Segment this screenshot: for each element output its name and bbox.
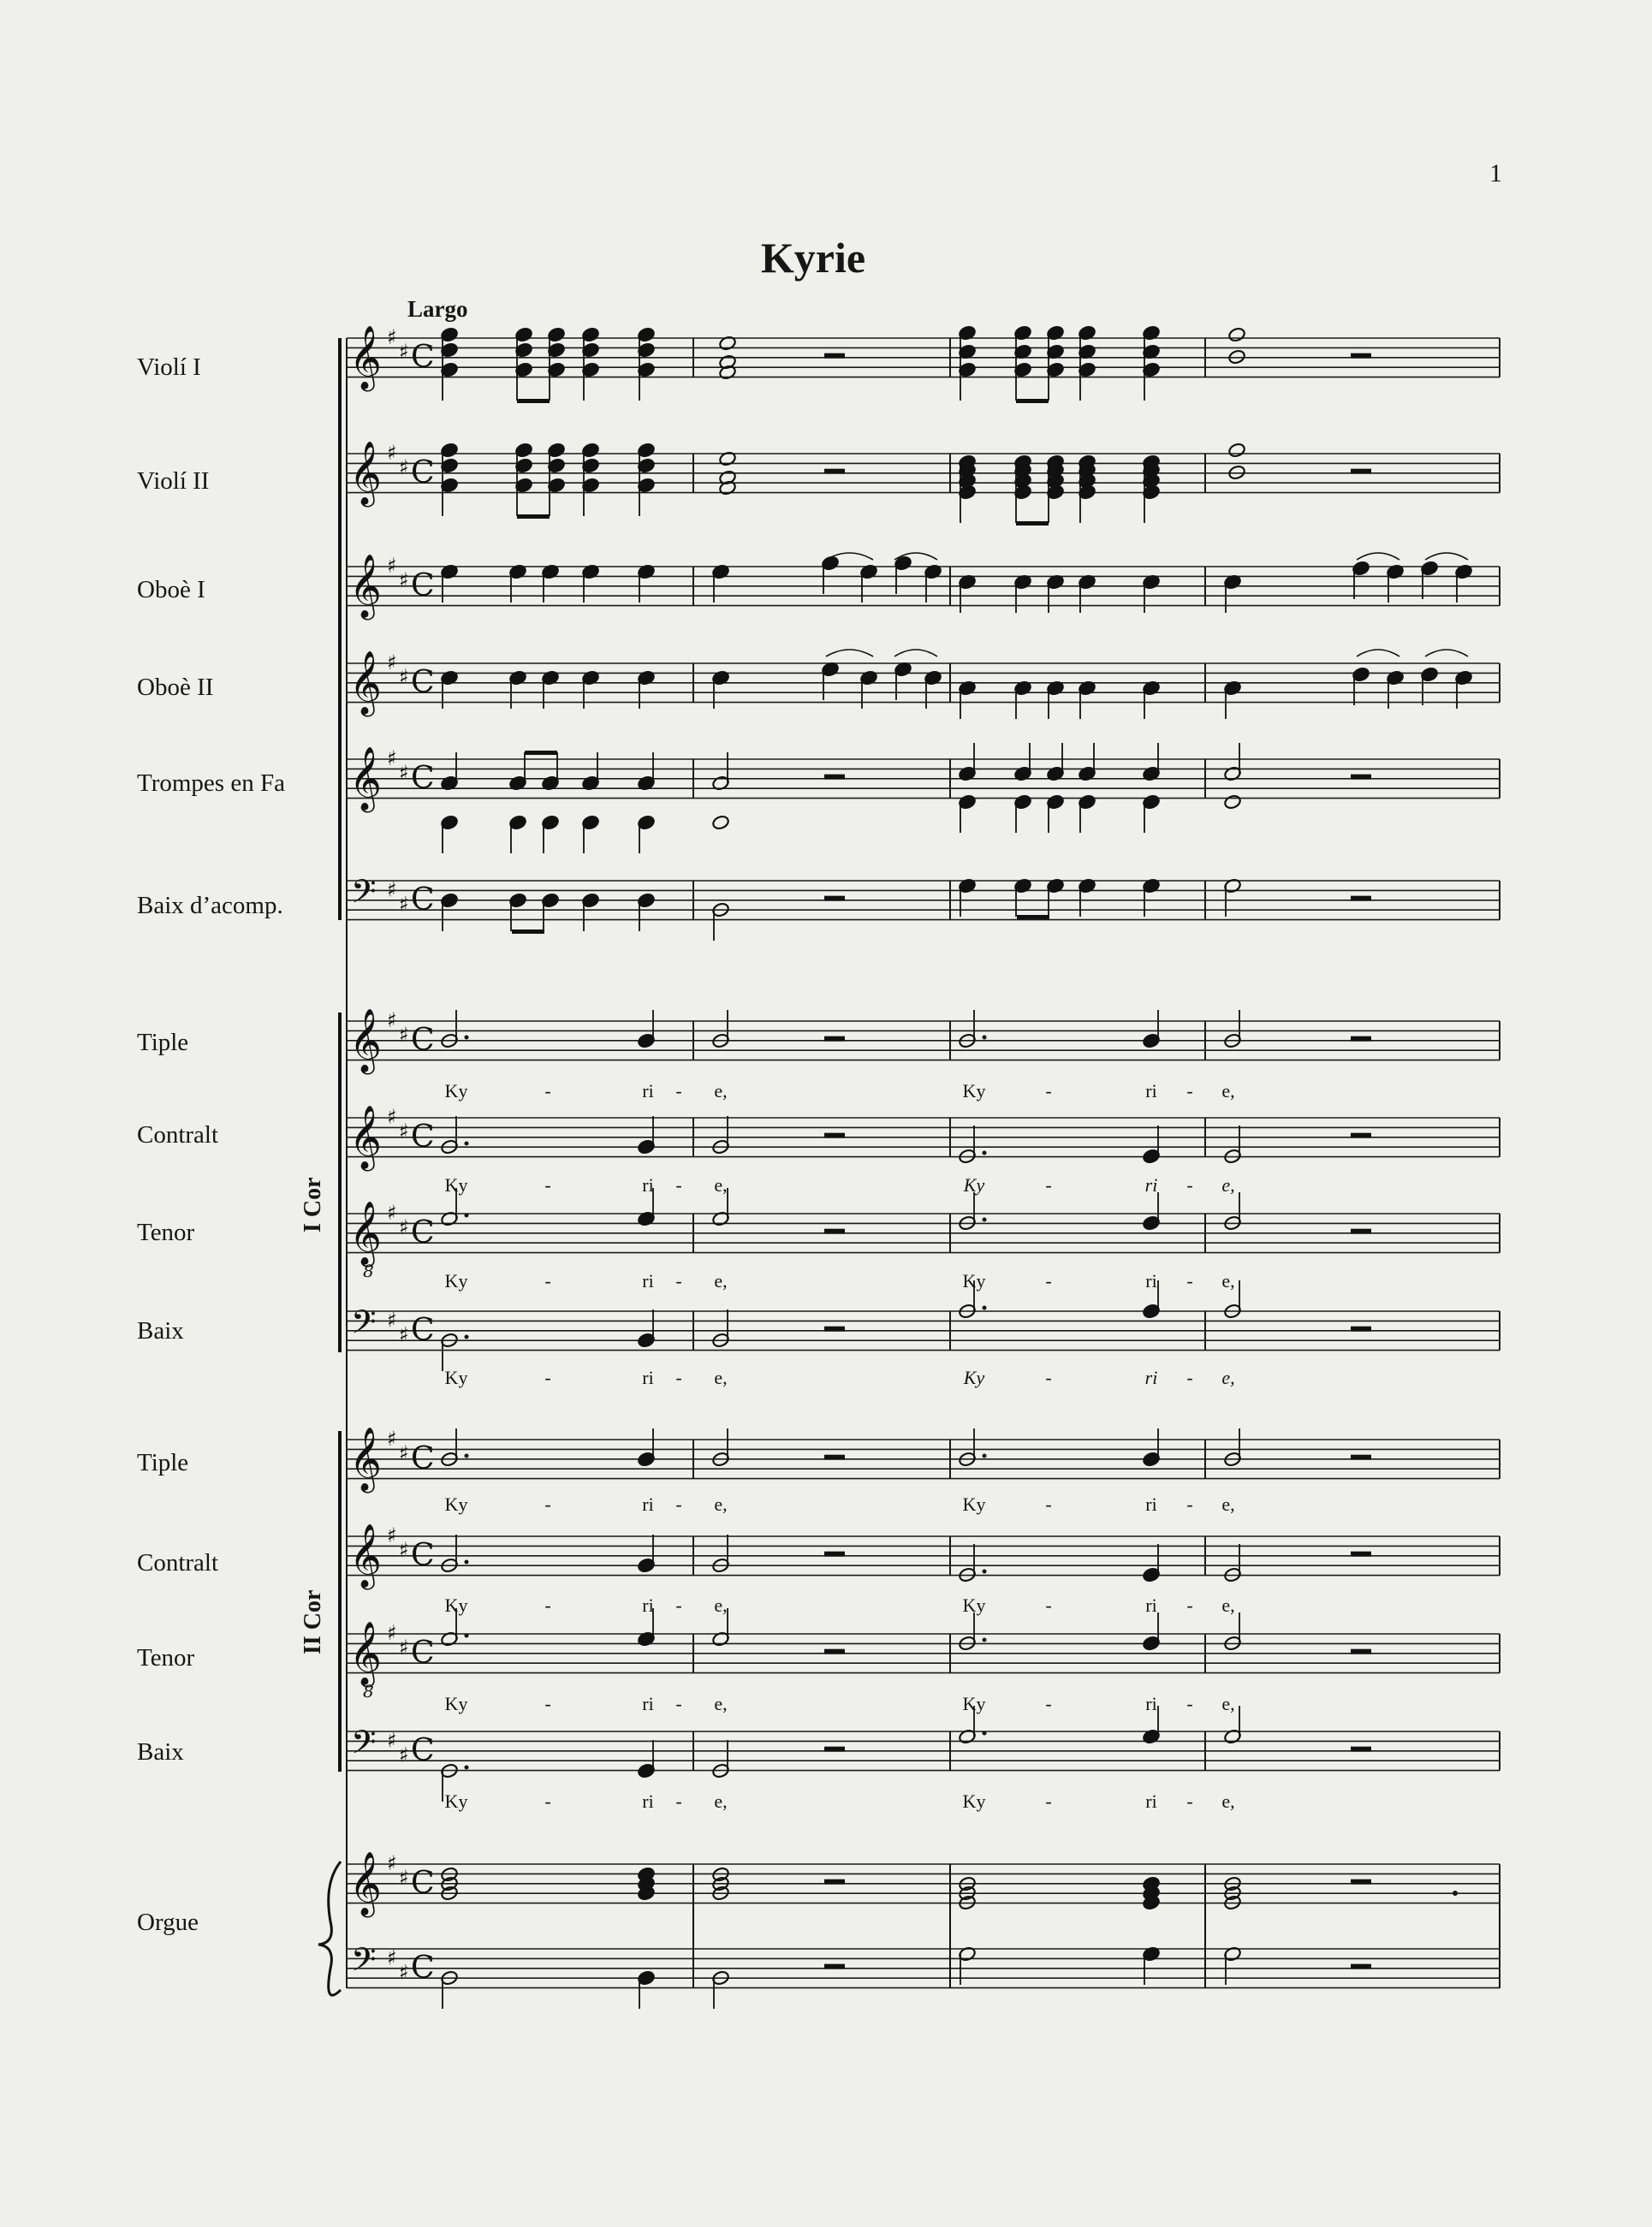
- staff-label-c1-tiple: Tiple: [137, 1029, 189, 1056]
- c1-contralt-lyric-syllable: ri: [1144, 1174, 1158, 1196]
- oboe-1-time-signature: C: [411, 567, 435, 603]
- orgue-lh-key-sharp: ♯: [387, 1945, 397, 1970]
- c1-tiple-lyric-syllable: ri: [1145, 1080, 1157, 1102]
- baix-acomp-half-rest: [1351, 896, 1371, 901]
- trompes-key-sharp: ♯: [387, 746, 397, 770]
- violi-2-half-rest: [1351, 469, 1371, 474]
- oboe-1-slur: [1357, 553, 1399, 560]
- c1-tenor-lyric-syllable: Ky: [962, 1270, 986, 1292]
- c1-baix-lyric-syllable: -: [675, 1367, 682, 1388]
- c2-tenor-dot: [983, 1638, 987, 1642]
- c1-tiple-lyric-syllable: e,: [1221, 1080, 1235, 1102]
- oboe-2-treble-clef: 𝄞: [349, 651, 382, 715]
- c1-baix-half-rest: [1351, 1327, 1371, 1332]
- staff-label-c1-contralt: Contralt: [137, 1121, 219, 1149]
- c1-tenor-treble-clef: 𝄞: [349, 1202, 382, 1265]
- trompes-half-rest: [1351, 775, 1371, 780]
- violi-1-notehead: [1227, 327, 1246, 343]
- c2-baix-lyric-syllable: Ky: [962, 1791, 986, 1812]
- c1-tiple-half-rest: [824, 1036, 845, 1042]
- c2-tenor-lyric-syllable: Ky: [962, 1693, 986, 1714]
- orgue-rh-dot: [1453, 1891, 1458, 1896]
- c1-tenor-key-sharp: ♯: [387, 1201, 397, 1225]
- c1-baix-key-sharp: ♯: [399, 1322, 409, 1347]
- c1-contralt-lyric-syllable: -: [1045, 1174, 1052, 1196]
- c2-tenor-half-rest: [1351, 1649, 1371, 1654]
- staff-label-c1-tenor: Tenor: [137, 1219, 195, 1246]
- oboe-1-key-sharp: ♯: [387, 554, 397, 578]
- c1-tiple-dot: [983, 1036, 987, 1040]
- c1-contralt-lyric-syllable: -: [544, 1174, 551, 1196]
- c2-contralt-lyric-syllable: e,: [714, 1595, 728, 1616]
- c1-tiple-key-sharp: ♯: [399, 1023, 409, 1048]
- c1-contralt-lyric-syllable: Ky: [963, 1174, 985, 1196]
- c1-tenor-lyric-syllable: Ky: [444, 1270, 468, 1292]
- violi-2-beam: [1016, 521, 1049, 526]
- c2-contralt-lyric-syllable: ri: [642, 1595, 654, 1616]
- baix-acomp-bass-clef: 𝄢: [351, 872, 377, 918]
- choir-label-2: II Cor: [300, 1589, 326, 1654]
- c1-tenor-lyric-syllable: ri: [642, 1270, 654, 1292]
- c1-contralt-lyric-syllable: -: [1186, 1174, 1193, 1196]
- trompes-key-sharp: ♯: [399, 761, 409, 786]
- c2-tenor-dot: [465, 1634, 469, 1638]
- movement-title: Kyrie: [760, 234, 866, 282]
- baix-acomp-beam: [512, 929, 544, 934]
- orgue-rh-half-rest: [824, 1880, 845, 1885]
- c2-contralt-dot: [465, 1560, 469, 1565]
- violi-1-key-sharp: ♯: [387, 325, 397, 349]
- orgue-rh-treble-clef: 𝄞: [349, 1852, 382, 1915]
- staff-label-oboe-1: Oboè I: [137, 576, 205, 603]
- c1-baix-time-signature: C: [411, 1312, 435, 1348]
- c1-baix-lyric-syllable: e,: [714, 1367, 728, 1388]
- c2-tenor-key-sharp: ♯: [387, 1621, 397, 1645]
- c1-tenor-lyric-syllable: e,: [1221, 1270, 1235, 1292]
- staff-label-orgue: Orgue: [137, 1909, 199, 1936]
- c2-contralt-lyric-syllable: Ky: [962, 1595, 986, 1616]
- staff-label-c2-contralt: Contralt: [137, 1549, 219, 1577]
- c1-tenor-octave-mark: 8: [363, 1261, 374, 1281]
- c2-tiple-lyric-syllable: Ky: [962, 1494, 986, 1515]
- c1-tenor-lyric-syllable: -: [675, 1270, 682, 1292]
- organ-brace: [318, 1862, 341, 1995]
- orgue-lh-half-rest: [824, 1964, 845, 1969]
- c2-tiple-lyric-syllable: -: [675, 1494, 682, 1515]
- c2-baix-lyric-syllable: Ky: [444, 1791, 468, 1812]
- staff-label-trompes: Trompes en Fa: [137, 769, 285, 797]
- violi-1-beam: [1016, 399, 1049, 403]
- c1-tiple-lyric-syllable: Ky: [444, 1080, 468, 1102]
- c2-contralt-lyric-syllable: Ky: [444, 1595, 468, 1616]
- staff-label-baix-acomp: Baix d’acomp.: [137, 892, 283, 919]
- c2-baix-lyric-syllable: -: [1045, 1791, 1052, 1812]
- c2-tiple-lyric-syllable: -: [1045, 1494, 1052, 1515]
- c1-baix-key-sharp: ♯: [387, 1308, 397, 1333]
- c1-tenor-lyric-syllable: e,: [714, 1270, 728, 1292]
- c1-tenor-lyric-syllable: ri: [1145, 1270, 1157, 1292]
- c2-baix-lyric-syllable: e,: [714, 1791, 728, 1812]
- tempo-marking: Largo: [407, 296, 468, 322]
- baix-acomp-half-rest: [824, 896, 845, 901]
- c2-baix-lyric-syllable: -: [544, 1791, 551, 1812]
- choir-label-1: I Cor: [300, 1177, 326, 1232]
- staff-label-c1-baix: Baix: [137, 1317, 184, 1345]
- c2-tiple-lyric-syllable: e,: [1221, 1494, 1235, 1515]
- c2-baix-time-signature: C: [411, 1732, 435, 1768]
- c1-contralt-half-rest: [1351, 1133, 1371, 1138]
- staff-label-c2-tenor: Tenor: [137, 1644, 195, 1672]
- c2-baix-half-rest: [1351, 1747, 1371, 1752]
- trompes-half-rest: [824, 775, 845, 780]
- c2-contralt-half-rest: [1351, 1552, 1371, 1557]
- c2-baix-lyric-syllable: ri: [642, 1791, 654, 1812]
- c2-tiple-dot: [465, 1454, 469, 1458]
- oboe-2-key-sharp: ♯: [399, 665, 409, 690]
- c1-contralt-lyric-syllable: Ky: [444, 1174, 468, 1196]
- c1-contralt-dot: [465, 1142, 469, 1146]
- c1-tenor-dot: [465, 1214, 469, 1218]
- c1-contralt-treble-clef: 𝄞: [349, 1106, 382, 1169]
- oboe-2-key-sharp: ♯: [387, 650, 397, 674]
- c1-baix-lyric-syllable: Ky: [963, 1367, 985, 1388]
- c2-contralt-lyric-syllable: -: [1045, 1595, 1052, 1616]
- c2-tenor-lyric-syllable: ri: [1145, 1693, 1157, 1714]
- c2-tiple-lyric-syllable: -: [1186, 1494, 1193, 1515]
- violi-2-beam: [517, 514, 550, 519]
- c1-contralt-key-sharp: ♯: [387, 1105, 397, 1129]
- trompes-treble-clef: 𝄞: [349, 747, 382, 811]
- staff-label-c2-baix: Baix: [137, 1738, 184, 1766]
- orgue-rh-key-sharp: ♯: [399, 1866, 409, 1891]
- c2-contralt-dot: [983, 1570, 987, 1574]
- baix-acomp-key-sharp: ♯: [387, 877, 397, 902]
- c2-contralt-lyric-syllable: -: [1186, 1595, 1193, 1616]
- c1-tiple-dot: [465, 1036, 469, 1040]
- c2-contralt-half-rest: [824, 1552, 845, 1557]
- c1-baix-lyric-syllable: -: [1045, 1367, 1052, 1388]
- oboe-2-slur: [1357, 650, 1399, 656]
- c2-tenor-treble-clef: 𝄞: [349, 1622, 382, 1685]
- violi-2-half-rest: [824, 469, 845, 474]
- trompes-beam: [525, 751, 557, 755]
- c2-contralt-time-signature: C: [411, 1537, 435, 1573]
- c2-baix-key-sharp: ♯: [387, 1728, 397, 1753]
- c1-tenor-lyric-syllable: -: [1186, 1270, 1193, 1292]
- c1-baix-lyric-syllable: ri: [642, 1367, 654, 1388]
- c1-tiple-lyric-syllable: e,: [714, 1080, 728, 1102]
- c2-tenor-lyric-syllable: ri: [642, 1693, 654, 1714]
- c2-tenor-time-signature: C: [411, 1635, 435, 1671]
- c1-tiple-lyric-syllable: ri: [642, 1080, 654, 1102]
- c1-tiple-time-signature: C: [411, 1022, 435, 1058]
- c2-baix-lyric-syllable: -: [675, 1791, 682, 1812]
- c2-baix-key-sharp: ♯: [399, 1743, 409, 1767]
- violi-2-notehead: [1227, 442, 1246, 459]
- oboe-1-treble-clef: 𝄞: [349, 555, 382, 618]
- violi-1-half-rest: [824, 353, 845, 359]
- oboe-2-time-signature: C: [411, 664, 435, 700]
- c1-baix-lyric-syllable: -: [544, 1367, 551, 1388]
- c2-contralt-lyric-syllable: ri: [1145, 1595, 1157, 1616]
- violi-2-key-sharp: ♯: [399, 455, 409, 480]
- c1-tenor-half-rest: [1351, 1229, 1371, 1234]
- c1-tiple-lyric-syllable: -: [544, 1080, 551, 1102]
- c2-tenor-lyric-syllable: e,: [1221, 1693, 1235, 1714]
- page-number: 1: [1489, 159, 1502, 187]
- c2-contralt-lyric-syllable: -: [675, 1595, 682, 1616]
- c2-contralt-treble-clef: 𝄞: [349, 1524, 382, 1588]
- c2-tiple-dot: [983, 1454, 987, 1458]
- orgue-lh-half-rest: [1351, 1964, 1371, 1969]
- c1-baix-lyric-syllable: e,: [1221, 1367, 1235, 1388]
- c1-tenor-dot: [983, 1218, 987, 1222]
- c1-tiple-lyric-syllable: -: [1045, 1080, 1052, 1102]
- orgue-rh-key-sharp: ♯: [387, 1851, 397, 1875]
- oboe-1-key-sharp: ♯: [399, 568, 409, 593]
- c1-contralt-lyric-syllable: ri: [642, 1174, 654, 1196]
- c2-contralt-key-sharp: ♯: [399, 1538, 409, 1563]
- violi-2-treble-clef: 𝄞: [349, 442, 382, 505]
- staff-label-oboe-2: Oboè II: [137, 674, 214, 701]
- c2-contralt-lyric-syllable: e,: [1221, 1595, 1235, 1616]
- c2-tiple-treble-clef: 𝄞: [349, 1428, 382, 1491]
- c1-tenor-key-sharp: ♯: [399, 1215, 409, 1240]
- c1-baix-lyric-syllable: -: [1186, 1367, 1193, 1388]
- violi-1-half-rest: [1351, 353, 1371, 359]
- oboe-2-slur: [826, 650, 873, 656]
- c1-contralt-dot: [983, 1151, 987, 1155]
- orgue-lh-bass-clef: 𝄢: [351, 1940, 377, 1986]
- c2-tiple-lyric-syllable: e,: [714, 1494, 728, 1515]
- c2-tenor-lyric-syllable: Ky: [444, 1693, 468, 1714]
- c1-tiple-half-rest: [1351, 1036, 1371, 1042]
- c2-baix-lyric-syllable: e,: [1221, 1791, 1235, 1812]
- c1-contralt-time-signature: C: [411, 1119, 435, 1155]
- violi-1-key-sharp: ♯: [399, 340, 409, 365]
- c2-tenor-octave-mark: 8: [363, 1681, 374, 1701]
- c2-baix-half-rest: [824, 1747, 845, 1752]
- c2-contralt-key-sharp: ♯: [387, 1523, 397, 1547]
- c1-contralt-lyric-syllable: e,: [1221, 1174, 1235, 1196]
- c2-baix-lyric-syllable: ri: [1145, 1791, 1157, 1812]
- c1-contralt-lyric-syllable: -: [675, 1174, 682, 1196]
- c2-tiple-half-rest: [1351, 1455, 1371, 1460]
- baix-acomp-key-sharp: ♯: [399, 892, 409, 917]
- c2-baix-dot: [983, 1731, 987, 1736]
- staff-label-c2-tiple: Tiple: [137, 1449, 189, 1476]
- c2-tenor-lyric-syllable: -: [675, 1693, 682, 1714]
- c1-baix-dot: [465, 1335, 469, 1339]
- c1-contralt-lyric-syllable: e,: [714, 1174, 728, 1196]
- violi-2-time-signature: C: [411, 454, 435, 490]
- orgue-rh-time-signature: C: [411, 1865, 435, 1901]
- c1-baix-bass-clef: 𝄢: [351, 1303, 377, 1349]
- oboe-1-slur: [1425, 553, 1468, 560]
- c2-tenor-key-sharp: ♯: [399, 1636, 409, 1660]
- c1-baix-lyric-syllable: Ky: [444, 1367, 468, 1388]
- c2-tenor-lyric-syllable: -: [544, 1693, 551, 1714]
- c2-tiple-lyric-syllable: ri: [1145, 1494, 1157, 1515]
- oboe-2-slur: [894, 650, 937, 656]
- c2-contralt-lyric-syllable: -: [544, 1595, 551, 1616]
- orgue-rh-half-rest: [1351, 1880, 1371, 1885]
- baix-acomp-beam: [1017, 915, 1049, 919]
- c2-tenor-lyric-syllable: e,: [714, 1693, 728, 1714]
- c1-baix-lyric-syllable: ri: [1144, 1367, 1158, 1388]
- c2-tiple-half-rest: [824, 1455, 845, 1460]
- c2-tiple-lyric-syllable: ri: [642, 1494, 654, 1515]
- c2-baix-lyric-syllable: -: [1186, 1791, 1193, 1812]
- staff-label-violi-1: Violí I: [137, 353, 201, 381]
- c1-contralt-key-sharp: ♯: [399, 1119, 409, 1144]
- c1-tiple-key-sharp: ♯: [387, 1008, 397, 1032]
- trompes-time-signature: C: [411, 760, 435, 796]
- c1-tiple-lyric-syllable: Ky: [962, 1080, 986, 1102]
- violi-1-beam: [517, 399, 550, 403]
- c2-tiple-time-signature: C: [411, 1440, 435, 1476]
- c1-baix-dot: [983, 1306, 987, 1310]
- c2-tiple-lyric-syllable: -: [544, 1494, 551, 1515]
- trompes-notehead: [1223, 794, 1242, 811]
- orgue-lh-time-signature: C: [411, 1950, 435, 1986]
- c2-baix-bass-clef: 𝄢: [351, 1723, 377, 1769]
- c2-tenor-half-rest: [824, 1649, 845, 1654]
- c1-tiple-treble-clef: 𝄞: [349, 1009, 382, 1072]
- c1-baix-half-rest: [824, 1327, 845, 1332]
- c2-tiple-key-sharp: ♯: [387, 1427, 397, 1451]
- c1-tenor-lyric-syllable: -: [544, 1270, 551, 1292]
- c1-tenor-time-signature: C: [411, 1214, 435, 1250]
- orgue-lh-key-sharp: ♯: [399, 1960, 409, 1985]
- baix-acomp-time-signature: C: [411, 882, 435, 918]
- c2-tenor-lyric-syllable: -: [1045, 1693, 1052, 1714]
- violi-2-key-sharp: ♯: [387, 441, 397, 465]
- c2-tenor-lyric-syllable: -: [1186, 1693, 1193, 1714]
- c2-baix-dot: [465, 1766, 469, 1770]
- c1-tenor-half-rest: [824, 1229, 845, 1234]
- c1-tiple-lyric-syllable: -: [675, 1080, 682, 1102]
- c1-contralt-half-rest: [824, 1133, 845, 1138]
- trompes-notehead: [711, 815, 730, 831]
- c1-tiple-lyric-syllable: -: [1186, 1080, 1193, 1102]
- staff-label-violi-2: Violí II: [137, 467, 210, 495]
- oboe-2-slur: [1425, 650, 1468, 656]
- c2-tiple-lyric-syllable: Ky: [444, 1494, 468, 1515]
- c1-tenor-lyric-syllable: -: [1045, 1270, 1052, 1292]
- violi-1-treble-clef: 𝄞: [349, 326, 382, 389]
- c2-tiple-key-sharp: ♯: [399, 1441, 409, 1466]
- violi-1-time-signature: C: [411, 339, 435, 375]
